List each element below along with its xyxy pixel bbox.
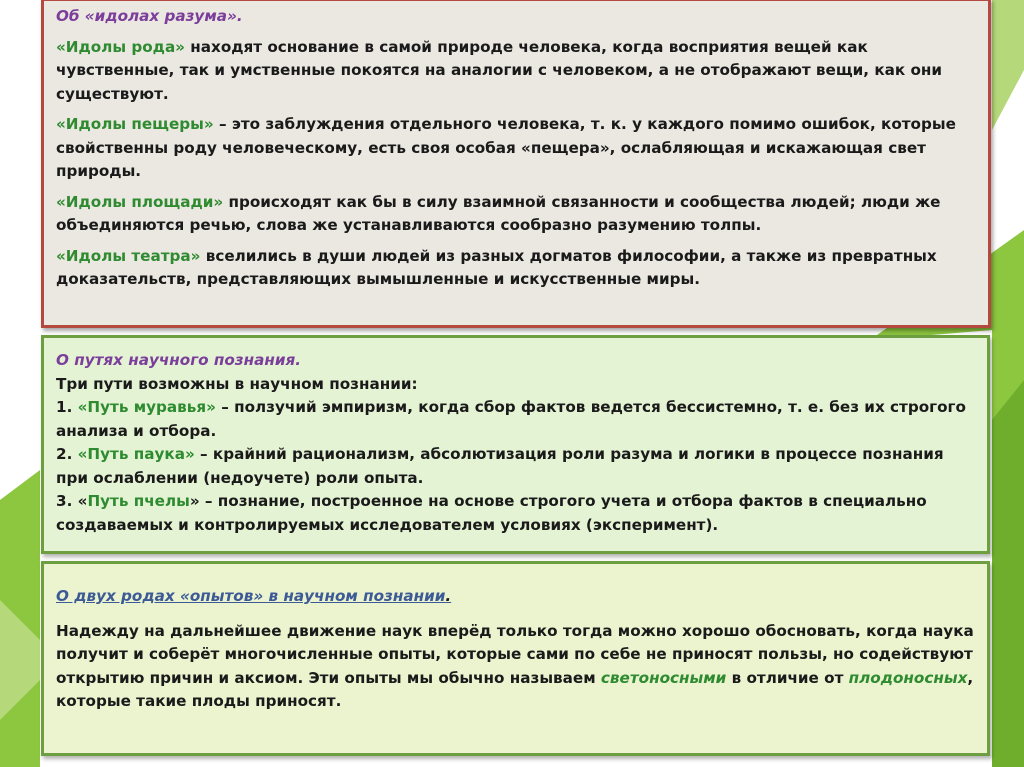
ways-item-bee-text: » – познание, построенное на основе строгого учета и отбора фактов в специально создаваемых и контролируемых исследователем условиях (эксперимент). [56, 492, 927, 534]
ways-intro: Три пути возможны в научном познании: [56, 374, 418, 393]
idols-tribe-paragraph [56, 36, 976, 107]
ways-item-spider-number: 2. [56, 445, 78, 463]
ways-item-ant-number: 1. [56, 398, 78, 416]
idols-theatre-text-cont: доказательств, представляющих вымышленные и искусственные миры. [56, 270, 700, 288]
idols-market-term: «Идолы площади» [56, 192, 224, 211]
idols-cave-text: – это заблуждения отдельного человека, т. к. у каждого помимо ошибок, которые свойственны роду человеческому, есть своя особая «пещера», ослабляющая и искажающая свет природы. [56, 115, 956, 180]
green-accent-right-dark [992, 380, 1024, 767]
idols-theatre-paragraph [56, 245, 976, 292]
experiments-text-2: в отличие от [726, 668, 849, 687]
two-kinds-of-experiments-box [41, 561, 990, 756]
idols-cave-paragraph [56, 113, 976, 184]
experiments-heading-dot: . [445, 587, 452, 605]
experiments-text-1: Надежду на дальнейшее движение наук вперёд только тогда можно хорошо обосновать, когда наука получит и соберёт многочисленные опыты, которые сами по себе не приносят пользы, но содействуют открытию причин и аксиом. Эти опыты мы обычно называем [56, 621, 974, 687]
ways-item-bee-number: 3. « [56, 492, 88, 510]
idols-market-text: происходят как бы в силу взаимной связанности и сообщества людей; люди же объединяются речью, слова же устанавливаются сообразно разумению толпы. [56, 192, 941, 234]
ways-of-knowledge-box [41, 335, 990, 554]
idols-heading: Об «идолах разума». [56, 7, 243, 25]
experiments-paragraph [56, 620, 975, 714]
ways-item-spider [56, 443, 975, 490]
idols-of-mind-box [41, 0, 991, 328]
experiments-heading [56, 585, 975, 609]
ways-item-bee-term: Путь пчелы [87, 492, 190, 510]
ways-item-spider-text: – крайний рационализм, абсолютизация роли разума и логики в процессе познания при ослаблении (недоучете) роли опыта. [56, 445, 944, 487]
idols-theatre-text: вселились в души людей из разных догматов философии, а также из превратных [200, 246, 937, 265]
green-accent-right-upper [992, 0, 1024, 130]
ways-item-ant [56, 396, 975, 443]
ways-heading: О путях научного познания. [56, 351, 302, 369]
experiments-text-3: , которые такие плоды приносят. [56, 668, 974, 710]
experiments-term-fruit-bearing: плодоносных [848, 668, 968, 687]
ways-item-bee [56, 490, 975, 537]
ways-item-ant-text: – ползучий эмпиризм, когда сбор фактов ведется бессистемно, т. е. без их строгого анализа и отбора. [56, 398, 966, 440]
idols-cave-term: «Идолы пещеры» [56, 115, 214, 133]
idols-tribe-text: находят основание в самой природе человека, когда восприятия вещей как чувственные, так и умственные покоятся на аналогии с человеком, а не отображают вещи, как они существуют. [56, 37, 943, 103]
experiments-heading-text: О двух родах «опытов» в научном познании [56, 587, 446, 605]
ways-item-ant-term: «Путь муравья» [77, 398, 216, 416]
experiments-term-light-bearing: светоносными [600, 668, 727, 687]
idols-tribe-term: «Идолы рода» [56, 37, 185, 56]
idols-market-paragraph [56, 191, 976, 238]
ways-item-spider-term: «Путь паука» [77, 445, 195, 463]
idols-theatre-term: «Идолы театра» [56, 246, 201, 265]
